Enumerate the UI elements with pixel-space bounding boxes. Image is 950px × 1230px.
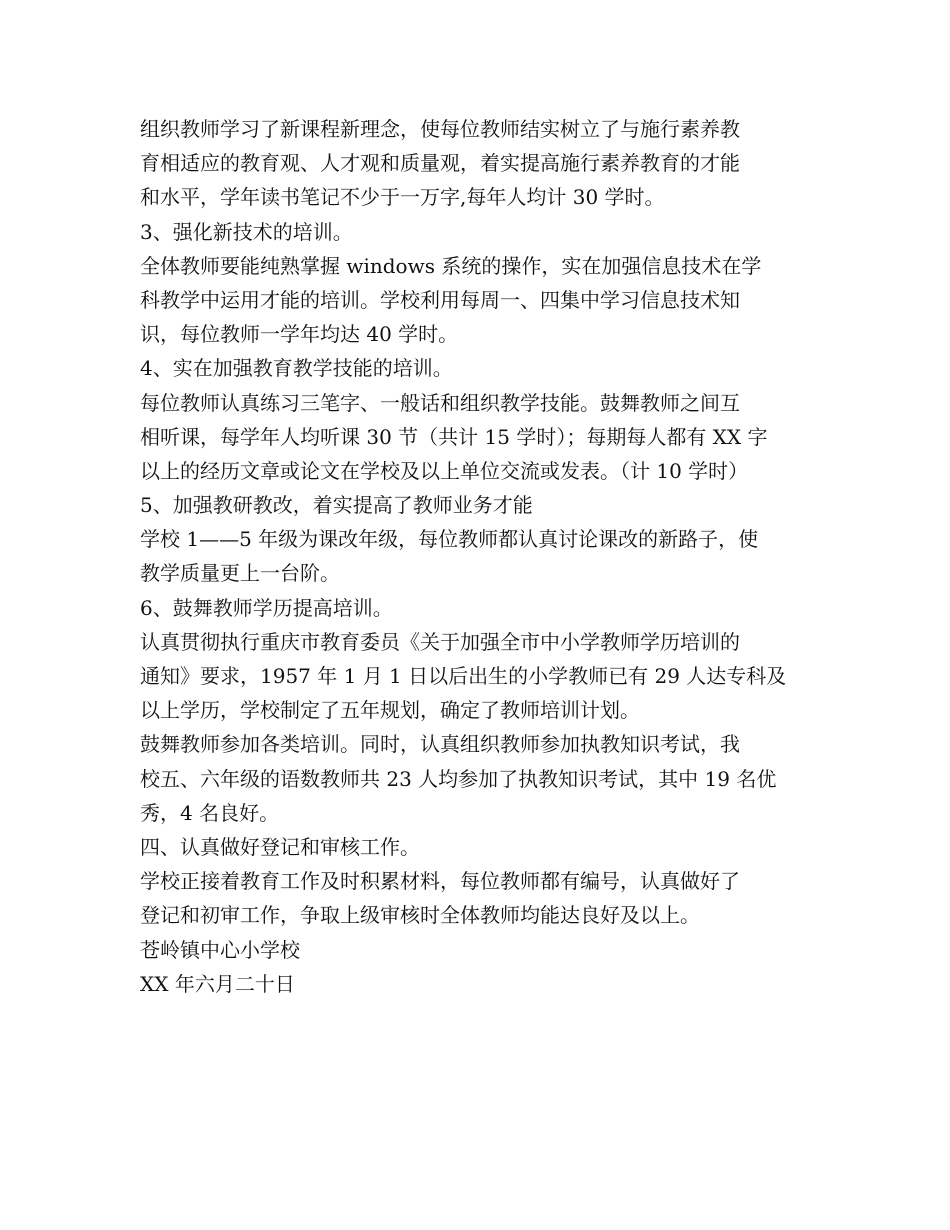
text-line: 鼓舞教师参加各类培训。同时，认真组织教师参加执教知识考试，我 (140, 732, 740, 757)
section-heading: 3、强化新技术的培训。 (140, 219, 353, 244)
text-line: 识，每位教师一学年均达 40 学时。 (140, 322, 459, 347)
text-line: 秀，4 名良好。 (140, 800, 280, 825)
text-line: 以上学历，学校制定了五年规划，确定了教师培训计划。 (140, 698, 640, 723)
section-heading: 4、实在加强教育教学技能的培训。 (140, 356, 453, 381)
document-body (140, 112, 820, 1001)
text-line: 通知》要求，1957 年 1 月 1 日以后出生的小学教师已有 29 人达专科及 (140, 664, 787, 688)
section-heading: 6、鼓舞教师学历提高培训。 (140, 595, 393, 620)
text-line: 教学质量更上一台阶。 (140, 561, 340, 586)
text-line: 育相适应的教育观、人才观和质量观，着实提高施行素养教育的才能 (140, 151, 740, 176)
text-line: 以上的经历文章或论文在学校及以上单位交流或发表。（计 10 学时） (140, 458, 749, 483)
text-line: 登记和初审工作，争取上级审核时全体教师均能达良好及以上。 (140, 903, 700, 928)
text-line: 每位教师认真练习三笔字、一般话和组织教学技能。鼓舞教师之间互 (140, 390, 740, 415)
text-line: 相听课，每学年人均听课 30 节（共计 15 学时）；每期每人都有 XX 字 (140, 424, 768, 449)
text-line: 学校 1——5 年级为课改年级，每位教师都认真讨论课改的新路子，使 (140, 527, 759, 552)
signature-date: XX 年六月二十日 (140, 971, 295, 996)
section-heading: 四、认真做好登记和审核工作。 (140, 834, 420, 859)
text-line: 科教学中运用才能的培训。学校利用每周一、四集中学习信息技术知 (140, 287, 740, 312)
text-line: 和水平，学年读书笔记不少于一万字,每年人均计 30 学时。 (140, 185, 665, 210)
text-line: 认真贯彻执行重庆市教育委员《关于加强全市中小学教师学历培训的 (140, 629, 740, 654)
text-line: 校五、六年级的语数教师共 23 人均参加了执教知识考试，其中 19 名优 (140, 766, 777, 791)
section-heading: 5、加强教研教改，着实提高了教师业务才能 (140, 493, 533, 518)
text-line: 组织教师学习了新课程新理念，使每位教师结实树立了与施行素养教 (140, 117, 740, 141)
text-line: 全体教师要能纯熟掌握 windows 系统的操作，实在加强信息技术在学 (140, 253, 762, 278)
text-line: 学校正接着教育工作及时积累材料，每位教师都有编号，认真做好了 (140, 869, 740, 894)
signature-organization: 苍岭镇中心小学校 (140, 937, 300, 962)
